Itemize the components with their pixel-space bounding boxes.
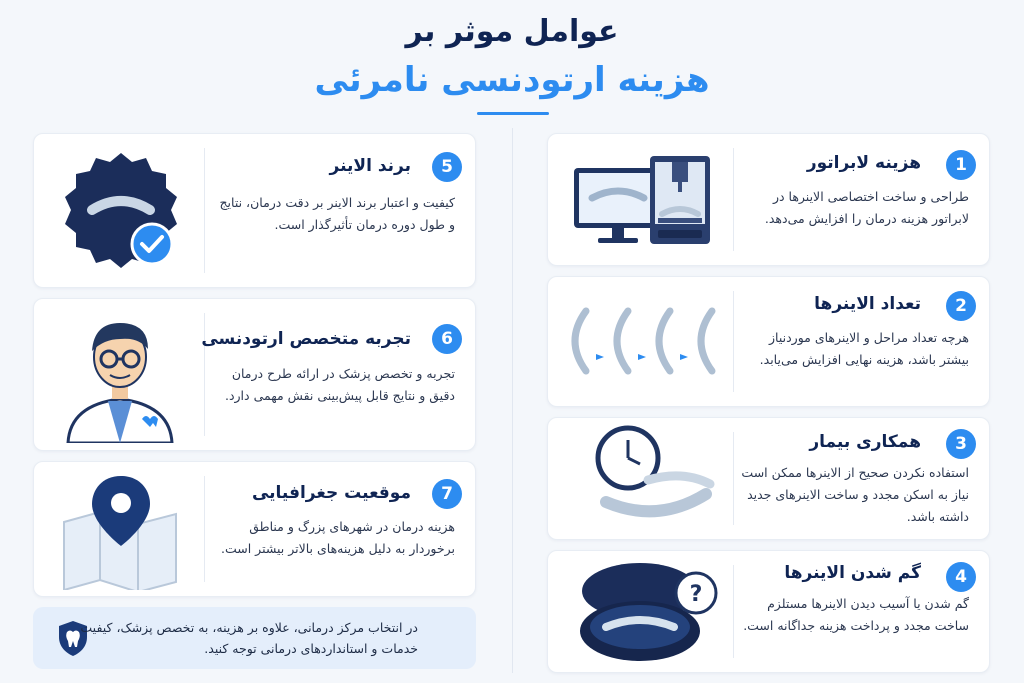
factor-description-4: گم شدن یا آسیب دیدن الاینرها مستلزم ساخت مجدد و پرداخت هزینه جداگانه است.: [743, 596, 969, 633]
column-divider: [512, 128, 513, 673]
footer-note-text: در انتخاب مرکز درمانی، علاوه بر هزینه، به تخصص پزشک، کیفیت خدمات و استانداردهای درمانی توجه کنید.: [80, 620, 418, 656]
factor-card-6: [33, 298, 476, 451]
factor-card-1: [547, 133, 990, 266]
factor-description-6: تجربه و تخصص پزشک در ارائه طرح درمان دقیق و نتایج قابل پیش‌بینی نقش مهمی دارد.: [224, 366, 455, 403]
factor-title-4: گم شدن الاینرها: [784, 563, 921, 583]
factor-title-3: همکاری بیمار: [809, 432, 921, 452]
aligner-case-question-icon: [576, 557, 726, 667]
factor-number-2: 2: [946, 291, 976, 321]
factor-card-2: [547, 276, 990, 407]
factor-number-3: 3: [946, 429, 976, 459]
factor-card-3: [547, 417, 990, 540]
footer-note: [33, 607, 476, 669]
factor-title-2: تعداد الاینرها: [814, 294, 921, 314]
orthodontist-icon: [60, 309, 180, 443]
factor-number-5: 5: [432, 152, 462, 182]
factor-description-1: طراحی و ساخت اختصاصی الاینرها در لابراتور هزینه درمان را افزایش می‌دهد.: [764, 189, 969, 226]
title-underline: [477, 112, 549, 115]
aligner-sequence-icon: [558, 299, 728, 385]
quality-badge-icon: [56, 148, 186, 278]
factor-number-7: 7: [432, 479, 462, 509]
factor-description-3: استفاده نکردن صحیح از الاینرها ممکن است نیاز به اسکن مجدد و ساخت الاینرهای جدید داشته باشد.: [741, 465, 969, 524]
map-pin-icon: [56, 470, 186, 590]
factor-description-2: هرچه تعداد مراحل و الاینرهای موردنیاز بیشتر باشد، هزینه نهایی افزایش می‌یابد.: [759, 330, 969, 367]
factor-number-1: 1: [946, 150, 976, 180]
factor-card-5: [33, 133, 476, 288]
title-line-1: عوامل موثر بر: [405, 14, 619, 49]
title-line-2: هزینه ارتودنسی نامرئی: [314, 60, 710, 100]
factor-card-4: [547, 550, 990, 673]
factor-title-1: هزینه لابراتور: [806, 153, 921, 173]
clock-aligner-icon: [588, 424, 728, 534]
factor-number-4: 4: [946, 562, 976, 592]
factor-number-6: 6: [432, 324, 462, 354]
factor-title-7: موقعیت جغرافیایی: [251, 483, 411, 503]
svg-text:?: ?: [689, 582, 703, 607]
factor-title-6: تجربه متخصص ارتودنسی: [201, 329, 411, 349]
3d-printer-icon: [562, 146, 722, 256]
factor-card-7: [33, 461, 476, 597]
factor-description-7: هزینه درمان در شهرهای پزرگ و مناطق برخوردار به دلیل هزینه‌های بالاتر بیشتر است.: [221, 519, 455, 556]
factor-title-5: برند الاینر: [329, 156, 411, 176]
factor-description-5: کیفیت و اعتبار برند الاینر بر دقت درمان، نتایج و طول دوره درمان تأثیرگذار است.: [219, 195, 455, 232]
